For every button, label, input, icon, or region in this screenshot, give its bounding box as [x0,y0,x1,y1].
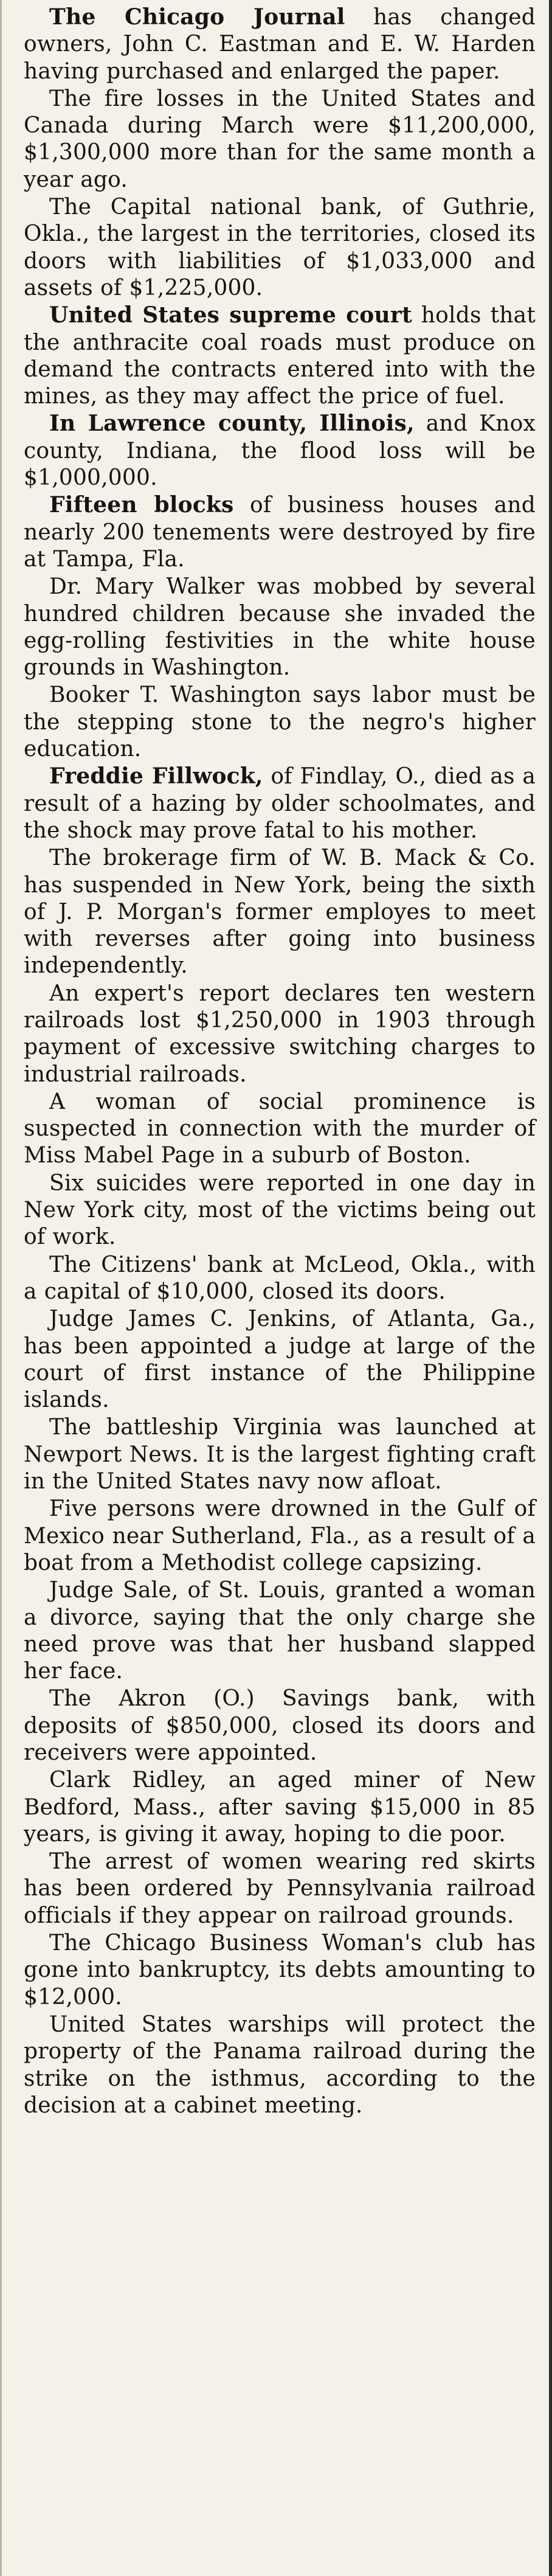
news-item [24,1766,536,1848]
news-item [24,85,536,193]
item-text: holds that the anthracite coal roads must produce on demand the contracts entered into with the mines, as they may affect the price of fuel. [24,303,536,409]
item-text: A woman of social prominence is suspected in connection with the murder of Miss Mabel Page in a suburb of Boston. [24,1089,536,1168]
news-item [24,1848,536,1929]
item-text: An expert's report declares ten western railroads lost $1,250,000 in 1903 through payment of excessive switching charges to industrial railroads. [24,981,536,1087]
item-text: United States warships will protect the property of the Panama railroad during the strike on the isthmus, according to the decision at a cabinet meeting. [24,2012,536,2118]
news-item [24,1685,536,1766]
item-text: has changed owners, John C. Eastman and E. W. Harden having purchased and enlarged the paper. [24,5,536,84]
news-item [24,1929,536,2011]
item-text: Booker T. Washington says labor must be the stepping stone to the negro's higher education. [24,682,536,762]
news-item [24,193,536,302]
item-text: Five persons were drowned in the Gulf of Mexico near Sutherland, Fla., as a result of a boat from a Methodist college capsizing. [24,1496,536,1575]
news-item [24,844,536,979]
news-item [24,1305,536,1414]
item-text: The battleship Virginia was launched at Newport News. It is the largest fighting craft in the United States navy now afloat. [24,1415,536,1495]
item-text: The arrest of women wearing red skirts has been ordered by Pennsylvania railroad officials if they appear on railroad grounds. [24,1849,536,1928]
news-item [24,2011,536,2119]
news-item [24,1251,536,1306]
news-item [24,681,536,763]
item-lead: Fifteen blocks [49,492,234,518]
item-text: Dr. Mary Walker was mobbed by several hundred children because she invaded the egg-rolling festivities in the white house grounds in Washington. [24,574,536,681]
item-text: of business houses and nearly 200 tenements were destroyed by fire at Tampa, Fla. [24,493,536,572]
item-text: and Knox county, Indiana, the flood loss will be $1,000,000. [24,411,536,491]
news-item [24,410,536,491]
item-text: of Findlay, O., died as a result of a hazing by older schoolmates, and the shock may prove fatal to his mother. [24,764,536,843]
news-item [24,4,536,85]
news-item [24,573,536,681]
news-item [24,980,536,1088]
item-text: Judge James C. Jenkins, of Atlanta, Ga., has been appointed a judge at large of the court of first instance of the Philippine islands. [24,1307,536,1413]
news-item [24,763,536,844]
news-item [24,1088,536,1170]
news-item [24,491,536,573]
item-text: The Chicago Business Woman's club has gone into bankruptcy, its debts amounting to $12,000. [24,1931,536,2010]
item-text: The Akron (O.) Savings bank, with deposits of $850,000, closed its doors and receivers were appointed. [24,1686,536,1765]
item-text: The brokerage firm of W. B. Mack & Co. has suspended in New York, being the sixth of J. P. Morgan's former employes to meet with reverses after going into business independently. [24,845,536,979]
item-text: The Citizens' bank at McLeod, Okla., with a capital of $10,000, closed its doors. [24,1252,536,1304]
item-lead: In Lawrence county, Illinois, [49,411,415,437]
news-item [24,1495,536,1577]
news-item [24,1170,536,1251]
item-text: Six suicides were reported in one day in New York city, most of the victims being out of work. [24,1170,536,1250]
item-lead: Freddie Fillwock, [49,763,263,790]
item-text: The fire losses in the United States and Canada during March were $11,200,000, $1,300,000 more than for the same month a year ago. [24,86,536,192]
item-text: Clark Ridley, an aged miner of New Bedford, Mass., after saving $15,000 in 85 years, is giving it away, hoping to die poor. [24,1768,536,1847]
item-text: Judge Sale, of St. Louis, granted a woman a divorce, saying that the only charge she need prove was that her husband slapped her face. [24,1578,536,1684]
item-text: The Capital national bank, of Guthrie, Okla., the largest in the territories, closed its doors with liabilities of $1,033,000 and assets of $1,225,000. [24,195,536,300]
news-item [24,1577,536,1685]
item-lead: United States supreme court [49,302,412,328]
item-lead: The Chicago Journal [49,4,345,30]
news-item [24,1414,536,1495]
news-item [24,302,536,410]
